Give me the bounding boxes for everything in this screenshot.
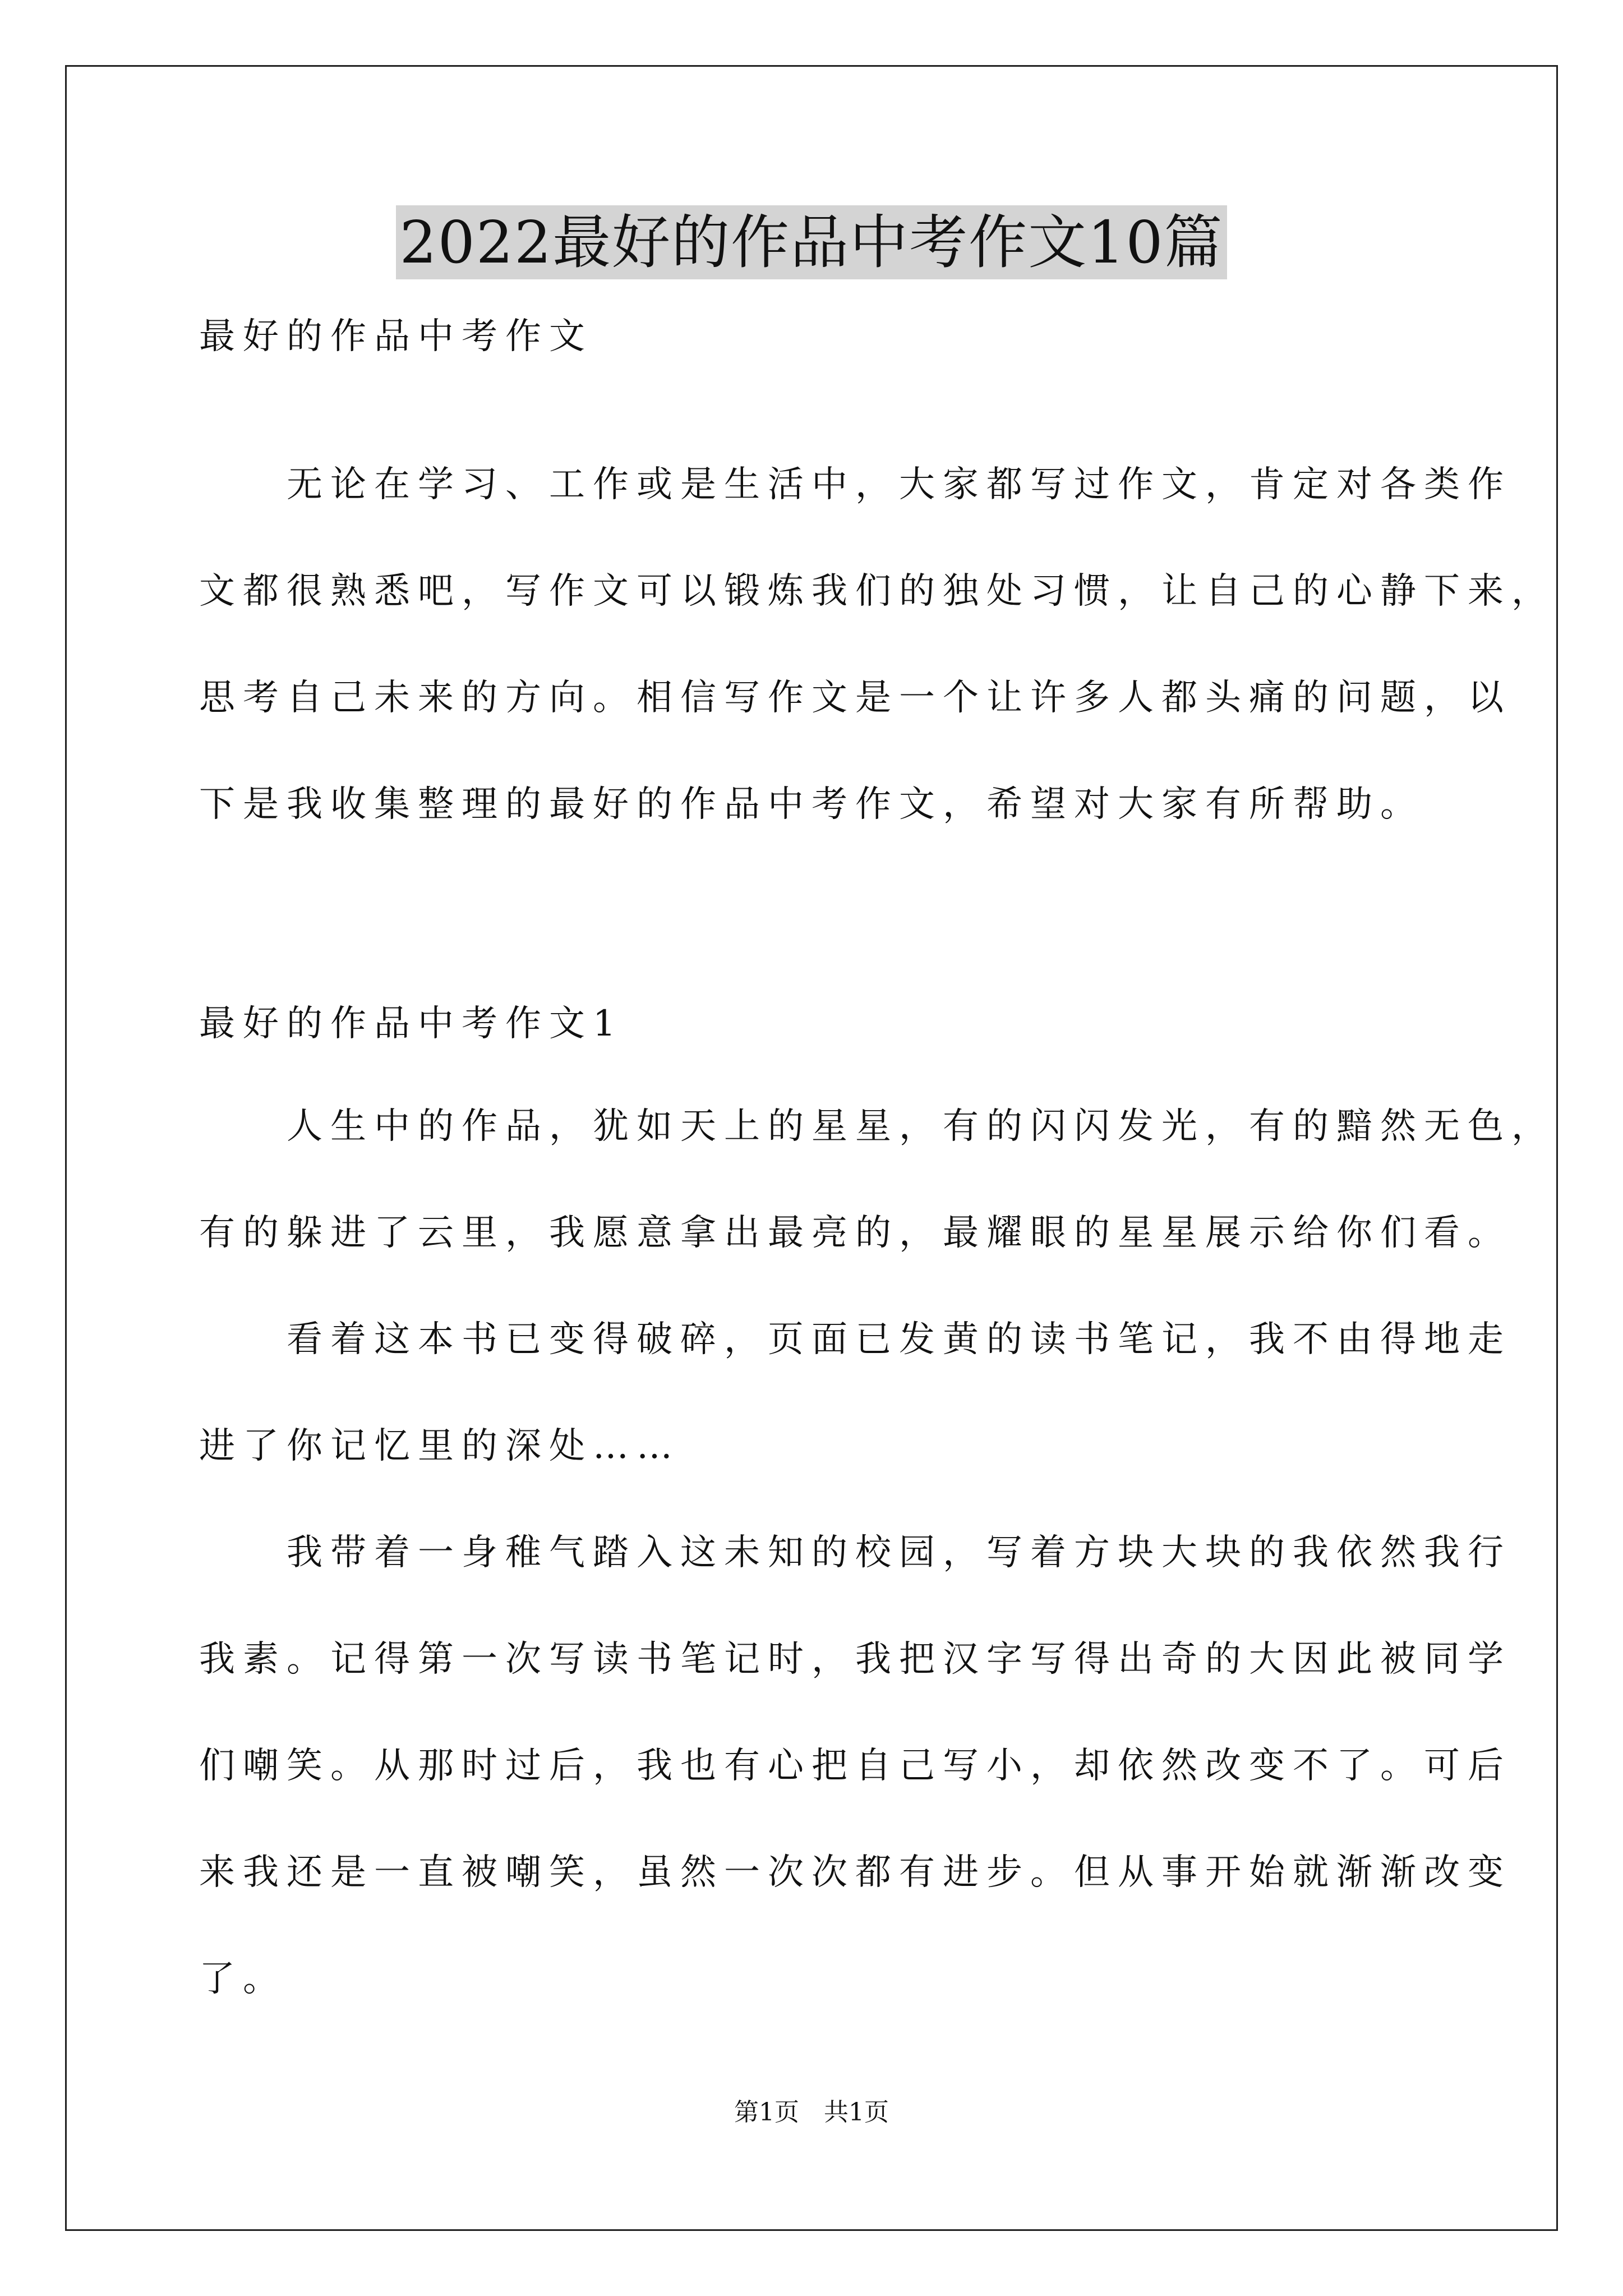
paragraph-line: 无论在学习、工作或是生活中，大家都写过作文，肯定对各类作 <box>199 464 1511 505</box>
paragraph-line: 我带着一身稚气踏入这未知的校园，写着方块大块的我依然我行 <box>199 1532 1511 1573</box>
paragraph-line: 看着这本书已变得破碎，页面已发黄的读书笔记，我不由得地走 <box>199 1319 1511 1360</box>
paragraph-line: 有的躲进了云里，我愿意拿出最亮的，最耀眼的星星展示给你们看。 <box>199 1212 1511 1254</box>
paragraph-line: 思考自己未来的方向。相信写作文是一个让许多人都头痛的问题，以 <box>199 677 1511 719</box>
paragraph-line: 文都很熟悉吧，写作文可以锻炼我们的独处习惯，让自己的心静下来， <box>199 570 1555 612</box>
document-title: 2022最好的作品中考作文10篇 <box>396 205 1227 279</box>
intro-heading: 最好的作品中考作文 <box>199 316 593 357</box>
paragraph-line: 进了你记忆里的深处…… <box>199 1425 680 1467</box>
paragraph-line: 下是我收集整理的最好的作品中考作文，希望对大家有所帮助。 <box>199 784 1424 825</box>
section-heading: 最好的作品中考作文1 <box>199 1003 624 1045</box>
paragraph-line: 人生中的作品，犹如天上的星星，有的闪闪发光，有的黯然无色， <box>199 1106 1555 1147</box>
paragraph-line: 我素。记得第一次写读书笔记时，我把汉字写得出奇的大因此被同学 <box>199 1639 1511 1680</box>
paragraph-line: 了。 <box>199 1958 287 2000</box>
paragraph-line: 来我还是一直被嘲笑，虽然一次次都有进步。但从事开始就渐渐改变 <box>199 1852 1511 1893</box>
page-number-footer: 第1页 共1页 <box>734 2098 889 2127</box>
paragraph-line: 们嘲笑。从那时过后，我也有心把自己写小，却依然改变不了。可后 <box>199 1745 1511 1787</box>
title-container <box>0 205 1623 279</box>
